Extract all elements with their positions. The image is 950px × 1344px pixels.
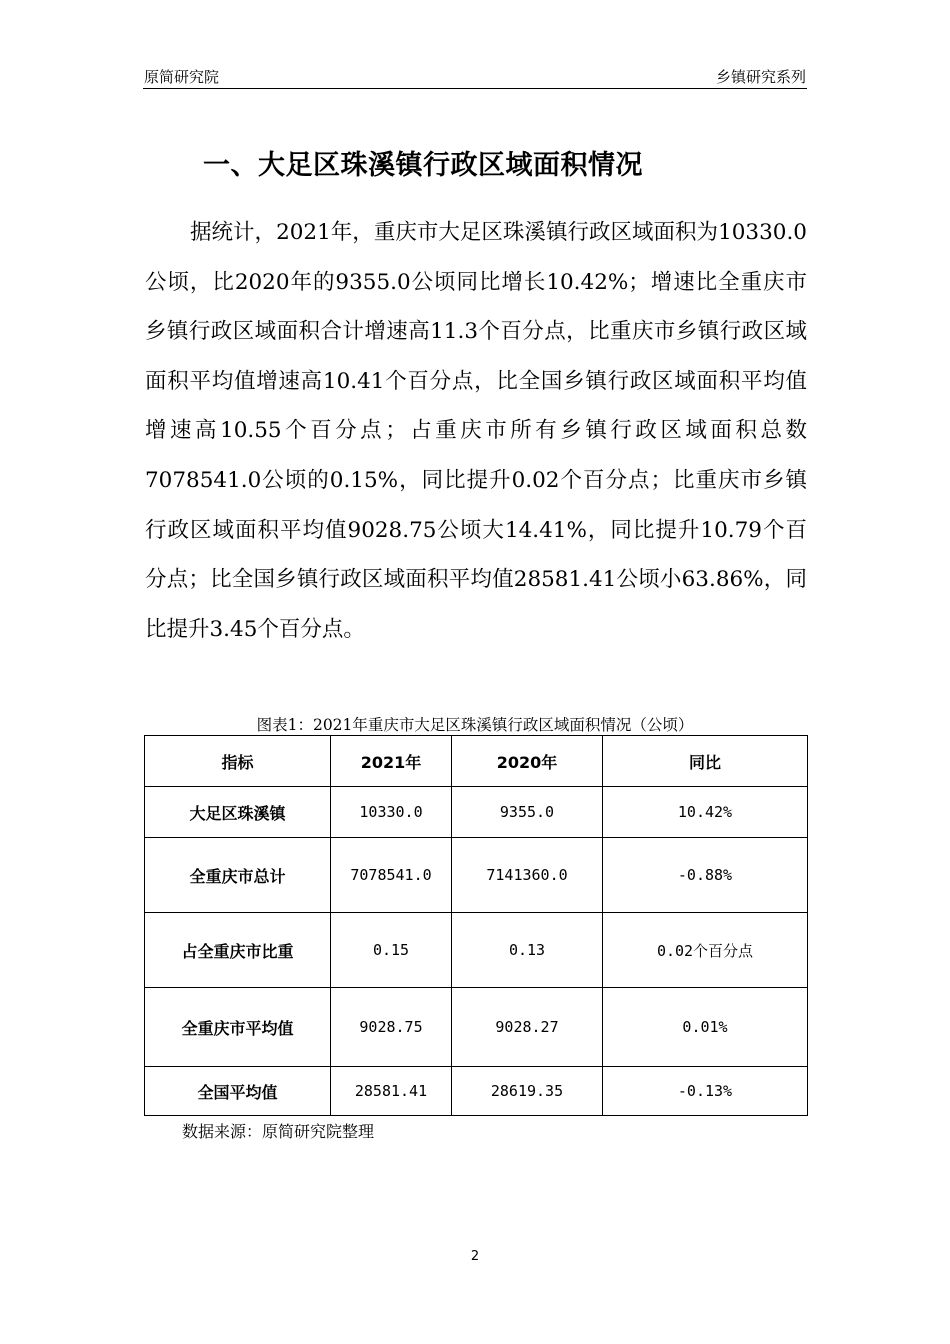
header-cell-2020: 2020年 <box>452 736 603 787</box>
row-label: 大足区珠溪镇 <box>145 787 331 838</box>
value-2021: 28581.41 <box>331 1067 452 1116</box>
value-2021: 7078541.0 <box>331 838 452 913</box>
table-row <box>145 988 808 1067</box>
value-2021: 0.15 <box>331 913 452 988</box>
body-paragraph <box>145 208 807 654</box>
row-label: 占全重庆市比重 <box>145 913 331 988</box>
value-2021: 10330.0 <box>331 787 452 838</box>
value-2020: 28619.35 <box>452 1067 603 1116</box>
header-divider <box>143 88 807 89</box>
value-2020: 9355.0 <box>452 787 603 838</box>
value-yoy: 0.02个百分点 <box>603 913 808 988</box>
value-2020: 9028.27 <box>452 988 603 1067</box>
value-2021: 9028.75 <box>331 988 452 1067</box>
value-yoy: 10.42% <box>603 787 808 838</box>
value-2020: 7141360.0 <box>452 838 603 913</box>
section-title: 一、大足区珠溪镇行政区域面积情况 <box>203 150 643 181</box>
table-row <box>145 787 808 838</box>
header-series-name: 乡镇研究系列 <box>715 68 806 86</box>
value-yoy: -0.13% <box>603 1067 808 1116</box>
page-number: 2 <box>470 1249 480 1264</box>
table-row <box>145 913 808 988</box>
header-org-name: 原简研究院 <box>144 68 220 86</box>
row-label: 全重庆市平均值 <box>145 988 331 1067</box>
table-header-row <box>145 736 808 787</box>
header-cell-2021: 2021年 <box>331 736 452 787</box>
row-label: 全重庆市总计 <box>145 838 331 913</box>
header-cell-yoy: 同比 <box>603 736 808 787</box>
table-row <box>145 838 808 913</box>
data-table <box>144 735 808 1116</box>
value-yoy: -0.88% <box>603 838 808 913</box>
table-row <box>145 1067 808 1116</box>
value-yoy: 0.01% <box>603 988 808 1067</box>
header-cell-indicator: 指标 <box>145 736 331 787</box>
table-caption: 图表1：2021年重庆市大足区珠溪镇行政区域面积情况（公顷） <box>256 716 694 734</box>
data-source-note: 数据来源：原简研究院整理 <box>182 1122 375 1141</box>
row-label: 全国平均值 <box>145 1067 331 1116</box>
value-2020: 0.13 <box>452 913 603 988</box>
paragraph-text: 据统计，2021年，重庆市大足区珠溪镇行政区域面积为10330.0公顷，比2020年的9355.0公顷同比增长10.42%；增速比全重庆市乡镇行政区域面积合计增速高11.3个百分点，比重庆市乡镇行政区域面积平均值增速高10.41个百分点，比全国乡镇行政区域面积平均值增速高10.55个百分点；占重庆市所有乡镇行政区域面积总数7078541.0公顷的0.15%，同比提升0.02个百分点；比重庆市乡镇行政区域面积平均值9028.75公顷大14.41%，同比提升10.79个百分点；比全国乡镇行政区域面积平均值28581.41公顷小63.86%，同比提升3.45个百分点。 <box>145 220 807 642</box>
